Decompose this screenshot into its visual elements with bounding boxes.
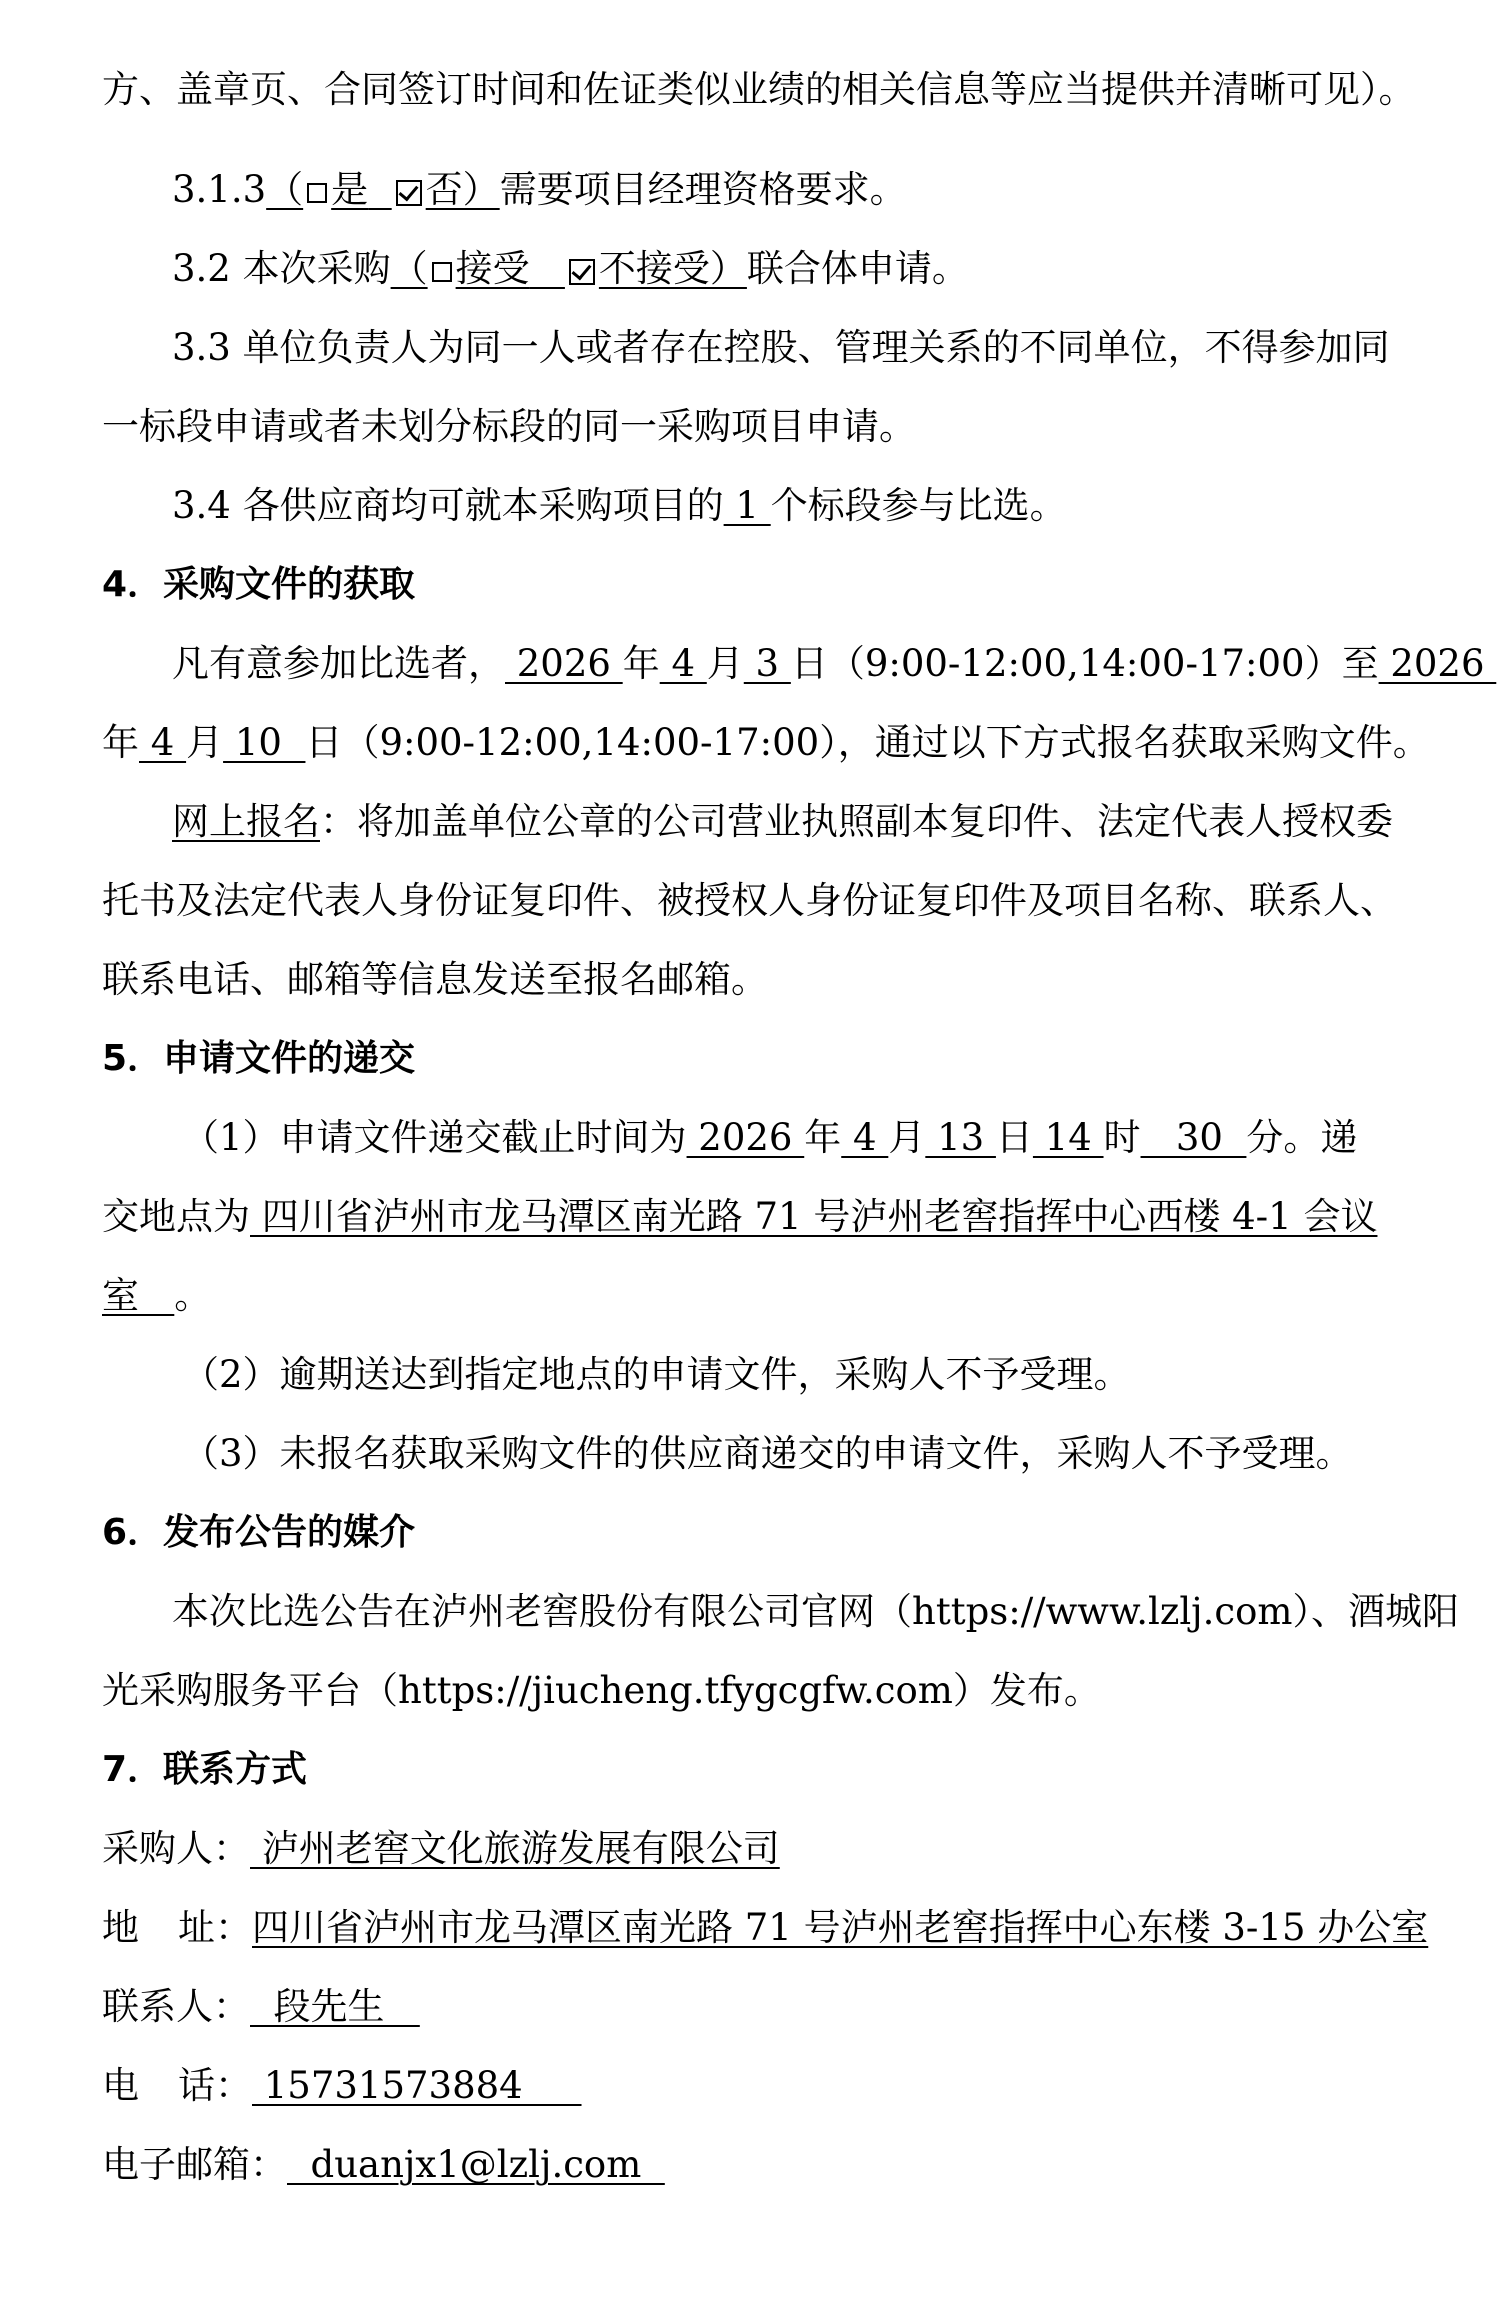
clause-number: 3.1.3: [172, 168, 267, 211]
unchecked-box-icon: [432, 262, 452, 282]
phone-label: 话：: [178, 2064, 252, 2107]
buyer-label: 采购人：: [102, 1827, 250, 1870]
unchecked-box-icon: [307, 183, 327, 203]
contact-phone: 电 话： 15731573884: [102, 2064, 582, 2107]
online-registration-line2: 托书及法定代表人身份证复印件、被授权人身份证复印件及项目名称、联系人、: [102, 879, 1397, 922]
email-label: 电子邮箱：: [102, 2143, 287, 2186]
start-month: 4: [659, 642, 707, 685]
online-registration-label: 网上报名: [172, 800, 320, 843]
email-address: duanjx1@lzlj.com: [287, 2143, 665, 2186]
buyer-address: 四川省泸州市龙马潭区南光路 71 号泸州老窖指挥中心东楼 3-15 办公室: [252, 1906, 1429, 1949]
late-submission-note: （2）逾期送达到指定地点的申请文件，采购人不予受理。: [182, 1353, 1131, 1396]
online-registration-line1: 网上报名：将加盖单位公章的公司营业执照副本复印件、法定代表人授权委: [172, 800, 1393, 843]
lot-count: 1: [723, 484, 771, 527]
media-line2: 光采购服务平台（https://jiucheng.tfygcgfw.com）发布。: [102, 1669, 1101, 1712]
end-year: 2026: [1378, 642, 1497, 685]
clause-3-3-line2: 一标段申请或者未划分标段的同一采购项目申请。: [102, 405, 916, 448]
clause-3-4: 3.4 各供应商均可就本采购项目的 1 个标段参与比选。: [172, 484, 1067, 527]
start-day: 3: [743, 642, 791, 685]
deadline-day: 13: [925, 1116, 996, 1159]
address-label: 址：: [178, 1906, 252, 1949]
phone-number: 15731573884: [252, 2064, 582, 2107]
submission-location-line1: 交地点为 四川省泸州市龙马潭区南光路 71 号泸州老窖指挥中心西楼 4-1 会议: [102, 1195, 1378, 1238]
section-heading-5: 5．申请文件的递交: [102, 1038, 416, 1079]
start-year: 2026: [505, 642, 623, 685]
option-group: （ 是 否）: [266, 168, 500, 211]
submission-address: 四川省泸州市龙马潭区南光路 71 号泸州老窖指挥中心西楼 4-1 会议: [250, 1195, 1378, 1238]
checked-box-icon: [396, 180, 422, 206]
option-reject: 不接受）: [598, 247, 747, 290]
contact-person: [102, 1982, 1382, 2032]
contact-email: [102, 2140, 1382, 2190]
section-4-period-line1: 凡有意参加比选者， 2026 年 4 月 3 日（9:00-12:00,14:00-17:00）至 2026: [172, 642, 1497, 685]
section-heading-6: 6．发布公告的媒介: [102, 1512, 416, 1553]
contact-buyer: [102, 1824, 1382, 1874]
submission-deadline-line: （1）申请文件递交截止时间为 2026 年 4 月 13 日 14 时 30 分。递: [182, 1116, 1358, 1159]
paragraph-continuation: 方、盖章页、合同签订时间和佐证类似业绩的相关信息等应当提供并清晰可见）。: [102, 68, 1416, 111]
deadline-minute: 30: [1140, 1116, 1247, 1159]
submission-address-cont: 室: [102, 1274, 175, 1317]
section-4-period-line2: 年 4 月 10 日（9:00-12:00,14:00-17:00），通过以下方式报名获取采购文件。: [102, 721, 1430, 764]
online-registration-line3: 联系电话、邮箱等信息发送至报名邮箱。: [102, 958, 768, 1001]
contact-person-label: 联系人：: [102, 1985, 250, 2028]
section-heading-7: 7．联系方式: [102, 1749, 308, 1790]
clause-3-3-line1: 3.3 单位负责人为同一人或者存在控股、管理关系的不同单位，不得参加同: [172, 326, 1390, 369]
clause-3-1-3: 3.1.3（ 是 否）需要项目经理资格要求。: [172, 168, 907, 211]
contact-person-name: 段先生: [250, 1985, 420, 2028]
buyer-name: 泸州老窖文化旅游发展有限公司: [250, 1827, 780, 1870]
option-no: 否）: [425, 168, 500, 211]
deadline-year: 2026: [686, 1116, 805, 1159]
media-line1: 本次比选公告在泸州老窖股份有限公司官网（https://www.lzlj.com）、酒城阳: [172, 1590, 1459, 1633]
section-heading-4: 4．采购文件的获取: [102, 564, 416, 605]
checked-box-icon: [569, 259, 595, 285]
clause-3-2: 3.2 本次采购（ 接受 不接受）联合体申请。: [172, 247, 969, 290]
end-month: 4: [139, 721, 187, 764]
deadline-hour: 14: [1032, 1116, 1104, 1159]
contact-address: 地 址：四川省泸州市龙马潭区南光路 71 号泸州老窖指挥中心东楼 3-15 办公室: [102, 1906, 1429, 1949]
option-group: （ 接受 不接受）: [390, 247, 747, 290]
unregistered-submission-note: （3）未报名获取采购文件的供应商递交的申请文件，采购人不予受理。: [182, 1432, 1353, 1475]
submission-location-line2: 室 。: [102, 1274, 212, 1317]
deadline-month: 4: [841, 1116, 889, 1159]
option-yes: 是: [331, 168, 369, 211]
end-day: 10: [223, 721, 306, 764]
option-accept: 接受: [455, 247, 530, 290]
